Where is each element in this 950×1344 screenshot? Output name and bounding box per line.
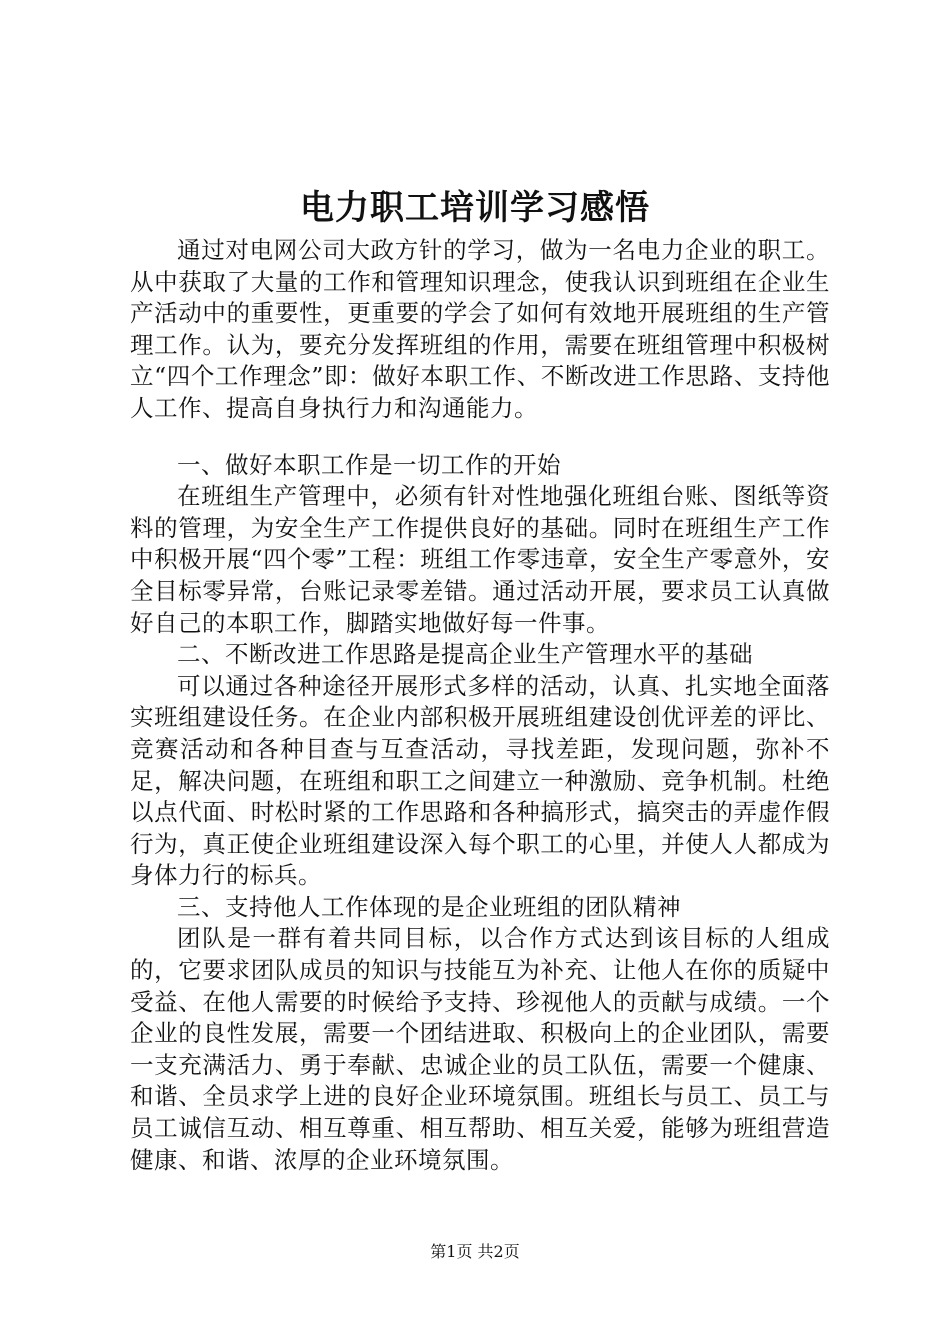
section-paragraph-2: 可以通过各种途径开展形式多样的活动，认真、扎实地全面落实班组建设任务。在企业内部积极开展班组建设创优评差的评比、竞赛活动和各种目查与互查活动，寻找差距，发现问题，弥补不足，解决问题，在班组和职工之间建立一种激励、竞争机制。杜绝以点代面、时松时紧的工作思路和各种搞形式，搞突击的弄虚作假行为，真正使企业班组建设深入每个职工的心里，并使人人都成为身体力行的标兵。 xyxy=(130,671,830,890)
section-paragraph-1: 在班组生产管理中，必须有针对性地强化班组台账、图纸等资料的管理，为安全生产工作提供良好的基础。同时在班组生产工作中积极开展“四个零”工程：班组工作零违章，安全生产零意外，安全目标零异常，台账记录零差错。通过活动开展，要求员工认真做好自己的本职工作，脚踏实地做好每一件事。 xyxy=(130,482,830,637)
intro-paragraph: 通过对电网公司大政方针的学习，做为一名电力企业的职工。从中获取了大量的工作和管理知识理念，使我认识到班组在企业生产活动中的重要性，更重要的学会了如何有效地开展班组的生产管理工作。认为，要充分发挥班组的作用，需要在班组管理中积极树立“四个工作理念”即：做好本职工作、不断改进工作思路、支持他人工作、提高自身执行力和沟通能力。 xyxy=(130,236,830,422)
section-heading-3: 三、支持他人工作体现的是企业班组的团队精神 xyxy=(177,892,681,921)
section-heading-1: 一、做好本职工作是一切工作的开始 xyxy=(177,450,561,479)
page-number-footer: 第1页 共2页 xyxy=(430,1242,520,1261)
document-title: 电力职工培训学习感悟 xyxy=(300,188,650,228)
section-heading-2: 二、不断改进工作思路是提高企业生产管理水平的基础 xyxy=(177,640,753,669)
section-paragraph-3: 团队是一群有着共同目标，以合作方式达到该目标的人组成的，它要求团队成员的知识与技能互为补充、让他人在你的质疑中受益、在他人需要的时候给予支持、珍视他人的贡献与成绩。一个企业的良性发展，需要一个团结进取、积极向上的企业团队，需要一支充满活力、勇于奉献、忠诚企业的员工队伍，需要一个健康、和谐、全员求学上进的良好企业环境氛围。班组长与员工、员工与员工诚信互动、相互尊重、相互帮助、相互关爱，能够为班组营造健康、和谐、浓厚的企业环境氛围。 xyxy=(130,924,830,1174)
document-body xyxy=(130,235,830,1176)
